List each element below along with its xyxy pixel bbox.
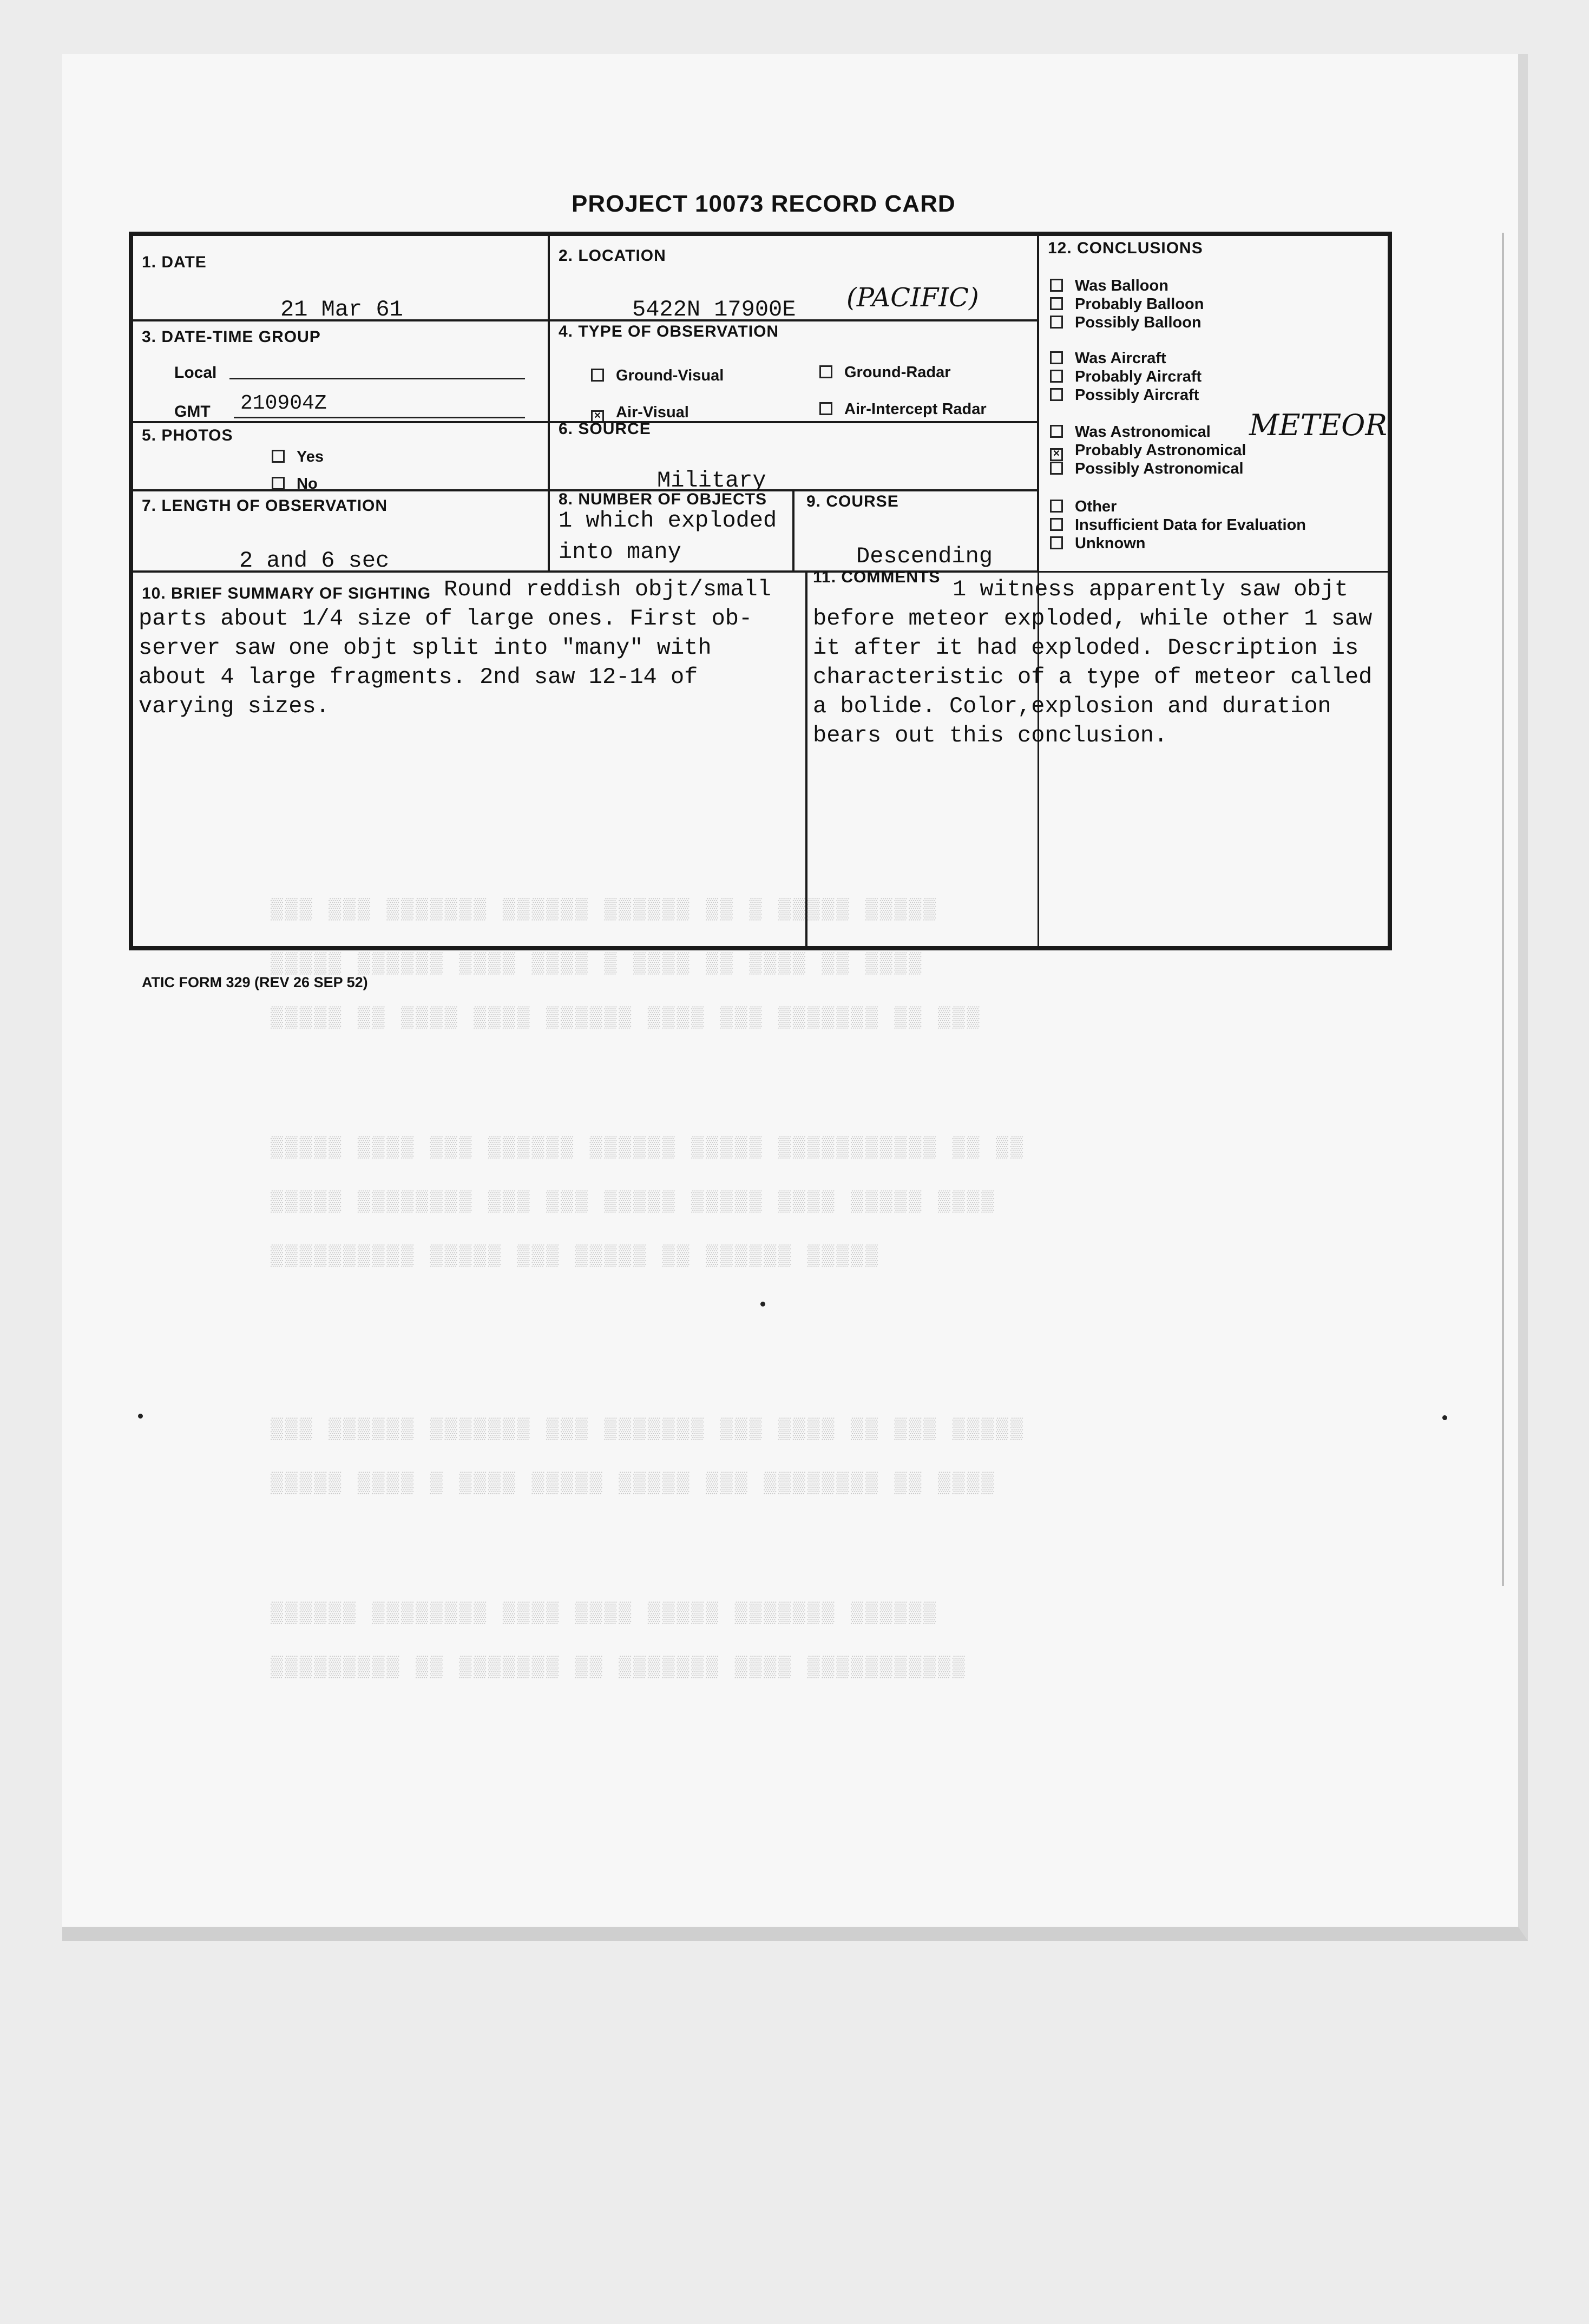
photos-cell: [132, 422, 549, 491]
location-value: 5422N 17900E: [632, 297, 796, 323]
summary-label: 10. BRIEF SUMMARY OF SIGHTING: [142, 585, 431, 602]
scan-speck: [1442, 1415, 1447, 1420]
source-cell: [548, 420, 1039, 494]
length-value: 2 and 6 sec: [239, 548, 390, 574]
number-objects-cell: [548, 490, 794, 572]
course-label: 9. COURSE: [806, 493, 899, 510]
date-value: 21 Mar 61: [280, 297, 403, 323]
dtg-gmt-line: [234, 417, 525, 418]
conclusion-option[interactable]: Was Astronomical: [1050, 423, 1211, 441]
location-label: 2. LOCATION: [559, 247, 666, 265]
summary-line: Round reddish objt/small: [444, 576, 771, 602]
length-label: 7. LENGTH OF OBSERVATION: [142, 497, 388, 515]
summary-cell: [132, 571, 807, 948]
photos-no-option[interactable]: No: [272, 475, 318, 493]
comments-line: a bolide. Color,explosion and duration: [813, 693, 1331, 719]
conclusion-option[interactable]: Other: [1050, 498, 1117, 516]
comments-cell: [806, 568, 1389, 948]
comments-label: 11. COMMENTS: [813, 568, 941, 586]
conclusion-option-checked[interactable]: ✕ Probably Astronomical: [1050, 442, 1246, 461]
num-objects-label: 8. NUMBER OF OBJECTS: [559, 490, 767, 508]
type-obs-option[interactable]: Ground-Radar: [819, 364, 951, 382]
comments-line: characteristic of a type of meteor called: [813, 664, 1373, 690]
scan-speck: [760, 1302, 765, 1307]
date-cell: [132, 234, 549, 321]
summary-line: varying sizes.: [139, 693, 330, 719]
source-label: 6. SOURCE: [559, 420, 651, 438]
conclusion-option[interactable]: Probably Balloon: [1050, 296, 1204, 313]
num-objects-value-2: into many: [559, 539, 681, 565]
conclusion-option[interactable]: Possibly Astronomical: [1050, 460, 1244, 478]
num-objects-value-1: 1 which exploded: [559, 508, 777, 534]
comments-line: it after it had exploded. Description is: [813, 635, 1359, 661]
conclusion-option[interactable]: Insufficient Data for Evaluation: [1050, 516, 1306, 534]
bleed-through-text: ▒▒▒▒▒ ▒▒▒▒ ▒▒▒ ▒▒▒▒▒▒ ▒▒▒▒▒▒ ▒▒▒▒▒ ▒▒▒▒▒▒▒▒▒▒▒ ▒▒ ▒▒: [271, 1137, 1025, 1160]
scan-speck: [138, 1414, 143, 1419]
page-edge-shadow: [1502, 233, 1504, 1586]
photos-yes-option[interactable]: Yes: [272, 448, 324, 466]
type-obs-option[interactable]: Ground-Visual: [591, 367, 724, 385]
card-title: PROJECT 10073 RECORD CARD: [572, 191, 956, 217]
comments-line: 1 witness apparently saw objt: [953, 576, 1348, 602]
comments-line: before meteor exploded, while other 1 saw: [813, 606, 1373, 632]
bleed-through-text: ▒▒▒▒▒ ▒▒▒▒▒▒ ▒▒▒▒ ▒▒▒▒ ▒ ▒▒▒▒ ▒▒ ▒▒▒▒ ▒▒ ▒▒▒▒: [271, 953, 924, 976]
dtg-local-label: Local: [174, 364, 217, 382]
photos-label: 5. PHOTOS: [142, 426, 233, 444]
date-time-group-cell: [132, 320, 549, 423]
record-card: [129, 232, 1392, 950]
conclusion-option[interactable]: Unknown: [1050, 535, 1146, 553]
summary-line: server saw one objt split into "many" with: [139, 635, 712, 661]
conclusion-option[interactable]: Possibly Balloon: [1050, 314, 1201, 332]
conclusion-option[interactable]: Probably Aircraft: [1050, 368, 1201, 386]
conclusion-option[interactable]: Was Balloon: [1050, 277, 1168, 295]
dtg-gmt-value: 210904Z: [240, 392, 327, 415]
conclusions-label: 12. CONCLUSIONS: [1048, 239, 1203, 257]
course-value: Descending: [856, 543, 993, 569]
course-cell: [793, 490, 1039, 572]
bleed-through-text: ▒▒▒▒▒▒ ▒▒▒▒▒▒▒▒ ▒▒▒▒ ▒▒▒▒ ▒▒▒▒▒ ▒▒▒▒▒▒▒ ▒▒▒▒▒▒: [271, 1602, 938, 1625]
summary-line: about 4 large fragments. 2nd saw 12-14 of: [139, 664, 698, 690]
dtg-label: 3. DATE-TIME GROUP: [142, 328, 321, 346]
comments-line: bears out this conclusion.: [813, 723, 1168, 749]
checkbox-checked-icon: ✕: [1050, 448, 1063, 461]
length-cell: [132, 490, 549, 572]
dtg-local-line: [229, 378, 525, 379]
type-obs-option-checked[interactable]: ✕ Air-Visual: [591, 404, 689, 423]
conclusion-option[interactable]: Was Aircraft: [1050, 350, 1166, 367]
location-cell: [548, 234, 1039, 321]
bleed-through-text: ▒▒▒ ▒▒▒ ▒▒▒▒▒▒▒ ▒▒▒▒▒▒ ▒▒▒▒▒▒ ▒▒ ▒ ▒▒▒▒▒ ▒▒▒▒▒: [271, 898, 938, 922]
source-value: Military: [657, 468, 766, 494]
bleed-through-text: ▒▒▒▒▒ ▒▒ ▒▒▒▒ ▒▒▒▒ ▒▒▒▒▒▒ ▒▒▒▒ ▒▒▒ ▒▒▒▒▒▒▒ ▒▒ ▒▒▒: [271, 1007, 982, 1030]
bleed-through-text: ▒▒▒▒▒ ▒▒▒▒▒▒▒▒ ▒▒▒ ▒▒▒ ▒▒▒▒▒ ▒▒▒▒▒ ▒▒▒▒ ▒▒▒▒▒ ▒▒▒▒: [271, 1191, 996, 1214]
conclusion-option[interactable]: Possibly Aircraft: [1050, 386, 1199, 404]
type-obs-option[interactable]: Air-Intercept Radar: [819, 401, 987, 418]
bleed-through-text: ▒▒▒▒▒ ▒▒▒▒ ▒ ▒▒▒▒ ▒▒▒▒▒ ▒▒▒▒▒ ▒▒▒ ▒▒▒▒▒▒▒▒ ▒▒ ▒▒▒▒: [271, 1472, 996, 1495]
checkbox-checked-icon: ✕: [591, 410, 604, 423]
conclusion-handwritten-note: METEOR: [1249, 408, 1388, 442]
bleed-through-text: ▒▒▒ ▒▒▒▒▒▒ ▒▒▒▒▒▒▒ ▒▒▒ ▒▒▒▒▒▒▒ ▒▒▒ ▒▒▒▒ ▒▒ ▒▒▒ ▒▒▒▒▒: [271, 1418, 1025, 1441]
location-handwritten-note: (PACIFIC): [846, 283, 979, 313]
dtg-gmt-label: GMT: [174, 403, 211, 421]
summary-line: parts about 1/4 size of large ones. First ob-: [139, 606, 753, 632]
bleed-through-text: ▒▒▒▒▒▒▒▒▒ ▒▒ ▒▒▒▒▒▒▒ ▒▒ ▒▒▒▒▒▒▒ ▒▒▒▒ ▒▒▒▒▒▒▒▒▒▒▒: [271, 1656, 967, 1679]
date-label: 1. DATE: [142, 253, 207, 271]
bleed-through-text: ▒▒▒▒▒▒▒▒▒▒ ▒▒▒▒▒ ▒▒▒ ▒▒▒▒▒ ▒▒ ▒▒▒▒▒▒ ▒▒▒▒▒: [271, 1245, 880, 1268]
type-observation-cell: [548, 320, 1039, 423]
type-obs-label: 4. TYPE OF OBSERVATION: [559, 323, 779, 340]
form-footer: ATIC FORM 329 (REV 26 SEP 52): [142, 974, 368, 990]
